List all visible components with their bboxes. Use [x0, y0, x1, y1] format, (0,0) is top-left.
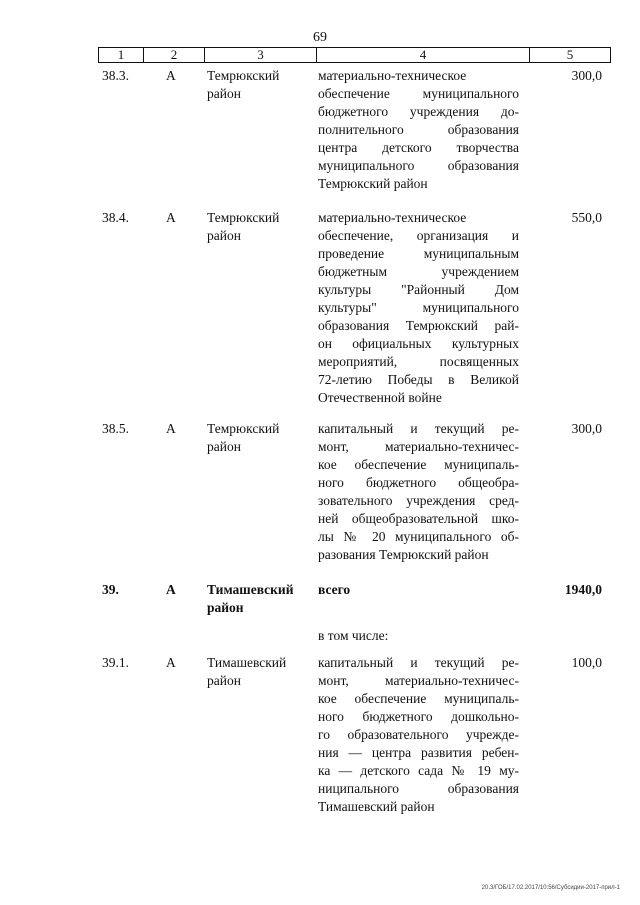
row-district: [207, 581, 312, 617]
description-line: лы № 20 муниципального об-: [318, 529, 519, 544]
row-category: А: [166, 582, 176, 597]
description-line: разования Темрюкский район: [318, 547, 489, 562]
description-line: кое обеспечение муниципаль-: [318, 457, 519, 472]
district-line: район: [207, 86, 241, 101]
row-district: [207, 420, 312, 456]
description-line: центра детского творчества: [318, 140, 519, 155]
district-line: район: [207, 228, 241, 243]
description-line: ниципального образования: [318, 781, 519, 796]
row-description: [318, 209, 519, 407]
description-line: монт, материально-техничес-: [318, 673, 519, 688]
row-amount: 300,0: [571, 68, 602, 83]
row-amount: 300,0: [571, 421, 602, 436]
row-description: [318, 654, 519, 816]
row-number: 39.: [102, 582, 119, 597]
description-line: капитальный и текущий ре-: [318, 655, 519, 670]
column-header-5: 5: [530, 48, 611, 63]
district-line: район: [207, 673, 241, 688]
row-number: 39.1.: [102, 655, 129, 670]
column-header-table: [98, 47, 611, 63]
description-line: муниципального образования: [318, 158, 519, 173]
row-category: А: [166, 655, 176, 670]
description-line: ного бюджетного общеобра-: [318, 475, 519, 490]
description-line: мероприятий, посвященных: [318, 354, 519, 369]
page-number: 69: [313, 30, 327, 45]
district-line: Темрюкский: [207, 421, 280, 436]
district-line: Тимашевский: [207, 582, 294, 597]
row-amount: 100,0: [571, 655, 602, 670]
description-line: культуры "Районный Дом: [318, 282, 519, 297]
column-header-3: 3: [205, 48, 317, 63]
description-line: Темрюкский район: [318, 176, 428, 191]
description-line: образования Темрюкский рай-: [318, 318, 519, 333]
row-number: 38.5.: [102, 421, 129, 436]
row-description: [318, 67, 519, 193]
description-line: монт, материально-техничес-: [318, 439, 519, 454]
row-number: 38.4.: [102, 210, 129, 225]
description-line: бюджетного учреждения до-: [318, 104, 519, 119]
description-line: го образовательного учрежде-: [318, 727, 519, 742]
row-amount: 550,0: [571, 210, 602, 225]
row-district: [207, 67, 312, 103]
description-line: зовательного учреждения сред-: [318, 493, 519, 508]
row-number: 38.3.: [102, 68, 129, 83]
row-district: [207, 209, 312, 245]
description-line: материально-техническое: [318, 68, 467, 83]
description-line: бюджетным учреждением: [318, 264, 519, 279]
row-category: А: [166, 68, 176, 83]
document-footer-code: 20.3/ГОБ/17.02.2017/10:56/Субсидии-2017-прил-1: [481, 885, 620, 891]
district-line: Темрюкский: [207, 210, 280, 225]
row-category: А: [166, 210, 176, 225]
column-header-2: 2: [144, 48, 205, 63]
row-description: [318, 581, 519, 599]
row-district: [207, 654, 312, 690]
description-line: ней общеобразовательной шко-: [318, 511, 519, 526]
description-line: проведение муниципальным: [318, 246, 519, 261]
description-line: материально-техническое: [318, 210, 467, 225]
description-line: полнительного образования: [318, 122, 519, 137]
subtotal-label: [318, 627, 519, 645]
description-line: Отечественной войне: [318, 390, 442, 405]
description-line: обеспечение муниципального: [318, 86, 519, 101]
district-line: Темрюкский: [207, 68, 280, 83]
column-header-4: 4: [317, 48, 530, 63]
district-line: Тимашевский: [207, 655, 287, 670]
description-line: обеспечение, организация и: [318, 228, 519, 243]
description-line: кое обеспечение муниципаль-: [318, 691, 519, 706]
district-line: район: [207, 600, 244, 615]
description-line: ного бюджетного дошкольно-: [318, 709, 519, 724]
description-line: всего: [318, 582, 351, 597]
row-category: А: [166, 421, 176, 436]
description-line: культуры" муниципального: [318, 300, 519, 315]
row-description: [318, 420, 519, 564]
description-line: 72-летию Победы в Великой: [318, 372, 519, 387]
column-header-1: 1: [99, 48, 144, 63]
description-line: ка — детского сада № 19 му-: [318, 763, 519, 778]
description-line: он официальных культурных: [318, 336, 519, 351]
row-amount: 1940,0: [564, 582, 602, 597]
description-line: капитальный и текущий ре-: [318, 421, 519, 436]
district-line: район: [207, 439, 241, 454]
description-line: ния — центра развития ребен-: [318, 745, 519, 760]
description-line: Тимашевский район: [318, 799, 435, 814]
description-line: в том числе:: [318, 628, 389, 643]
